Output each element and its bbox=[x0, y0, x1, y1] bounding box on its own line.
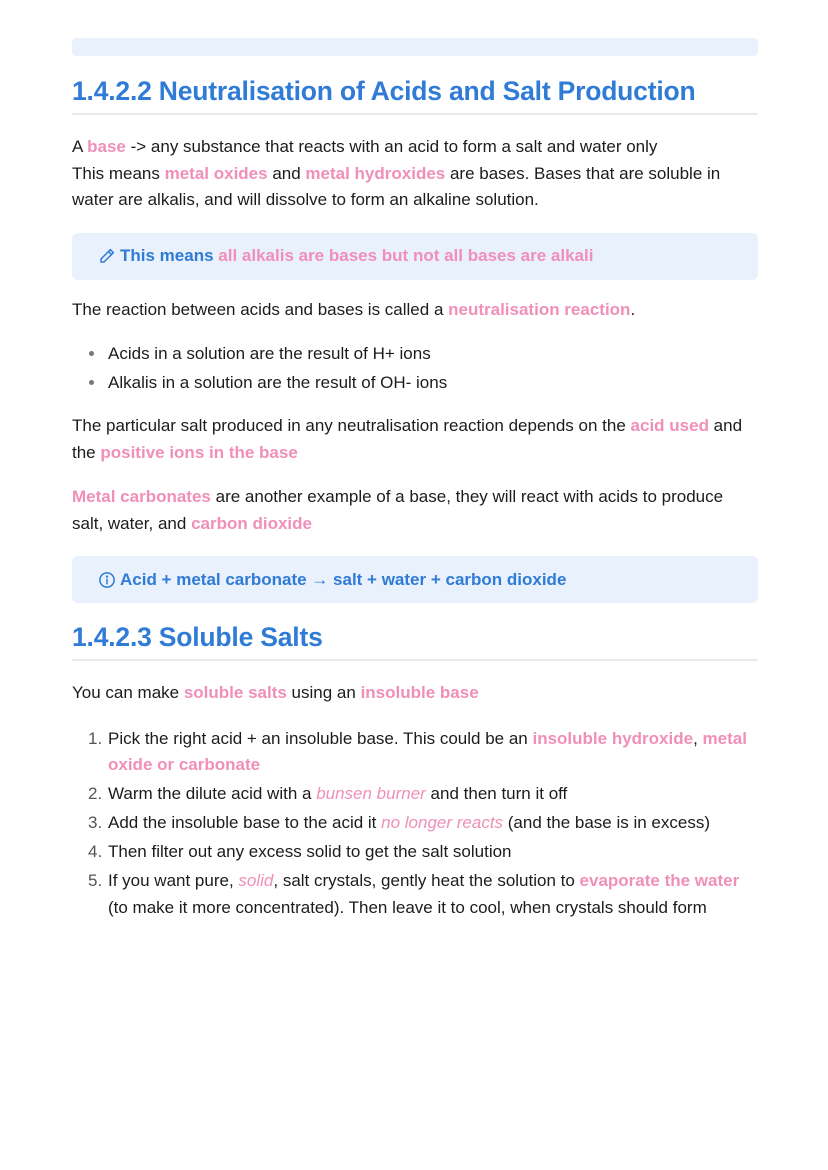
term-base: base bbox=[87, 137, 126, 156]
term-soluble-salts: soluble salts bbox=[183, 683, 287, 702]
list-item: 4. Then filter out any excess solid to get the salt solution bbox=[88, 842, 512, 861]
steps-list bbox=[72, 726, 758, 922]
carbonates-paragraph: Metal carbonates are another example of a base, they will react with acids to produce salt, water, and carbon dioxide bbox=[72, 487, 724, 533]
list-item: Alkalis in a solution are the result of OH- ions bbox=[72, 368, 758, 397]
list-item: 2. Warm the dilute acid with a bunsen burner and then turn it off bbox=[88, 784, 568, 803]
bases-paragraph: This means metal oxides and metal hydroxides are bases. Bases that are soluble in water are alkalis, and will dissolve to form an alkaline solution. bbox=[72, 163, 721, 209]
term-metal-carbonates: Metal carbonates bbox=[72, 487, 211, 506]
neutralisation-paragraph: The reaction between acids and bases is called a neutralisation reaction. bbox=[72, 299, 636, 319]
content bbox=[72, 72, 758, 924]
top-callout-bar bbox=[72, 38, 758, 56]
term-positive-ions: positive ions in the base bbox=[100, 442, 298, 462]
equation-text: Acid + metal carbonate → salt + water + carbon dioxide bbox=[120, 569, 567, 589]
equation-callout bbox=[72, 556, 758, 603]
term-insoluble-base: insoluble base bbox=[360, 683, 479, 702]
list-item: 3. Add the insoluble base to the acid it no longer reacts (and the base is in excess) bbox=[88, 813, 710, 832]
term-carbon-dioxide: carbon dioxide bbox=[191, 513, 312, 533]
term-metal-oxides: metal oxides bbox=[164, 163, 268, 183]
term-acid-used: acid used bbox=[630, 416, 709, 435]
list-item: 5. If you want pure, solid, salt crystals, gently heat the solution to evaporate the water (to make it more concentrated). Then leave it to cool, when crystals should form bbox=[88, 871, 740, 917]
base-definition: A base -> any substance that reacts with an acid to form a salt and water only bbox=[72, 137, 658, 156]
pencil-icon bbox=[98, 247, 116, 265]
callout-highlight: all alkalis are bases but not all bases are alkali bbox=[218, 246, 594, 265]
soluble-salts-intro: You can make soluble salts using an insoluble base bbox=[72, 683, 479, 702]
section-heading-soluble-salts: 1.4.2.3 Soluble Salts bbox=[72, 618, 758, 661]
note-callout: This means all alkalis are bases but not all bases are alkali bbox=[72, 233, 758, 280]
list-item: Acids in a solution are the result of H+ ions bbox=[72, 339, 758, 368]
term-metal-hydroxides: metal hydroxides bbox=[305, 163, 446, 183]
ions-list bbox=[72, 339, 758, 397]
term-neutralisation-reaction: neutralisation reaction bbox=[448, 299, 631, 319]
list-item: 1. Pick the right acid + an insoluble base. This could be an insoluble hydroxide, metal oxide or carbonate bbox=[88, 728, 747, 774]
section-heading-neutralisation: 1.4.2.2 Neutralisation of Acids and Salt Production bbox=[72, 72, 758, 115]
info-icon bbox=[98, 571, 116, 589]
salt-paragraph: The particular salt produced in any neutralisation reaction depends on the acid used and the positive ions in the base bbox=[72, 416, 743, 462]
